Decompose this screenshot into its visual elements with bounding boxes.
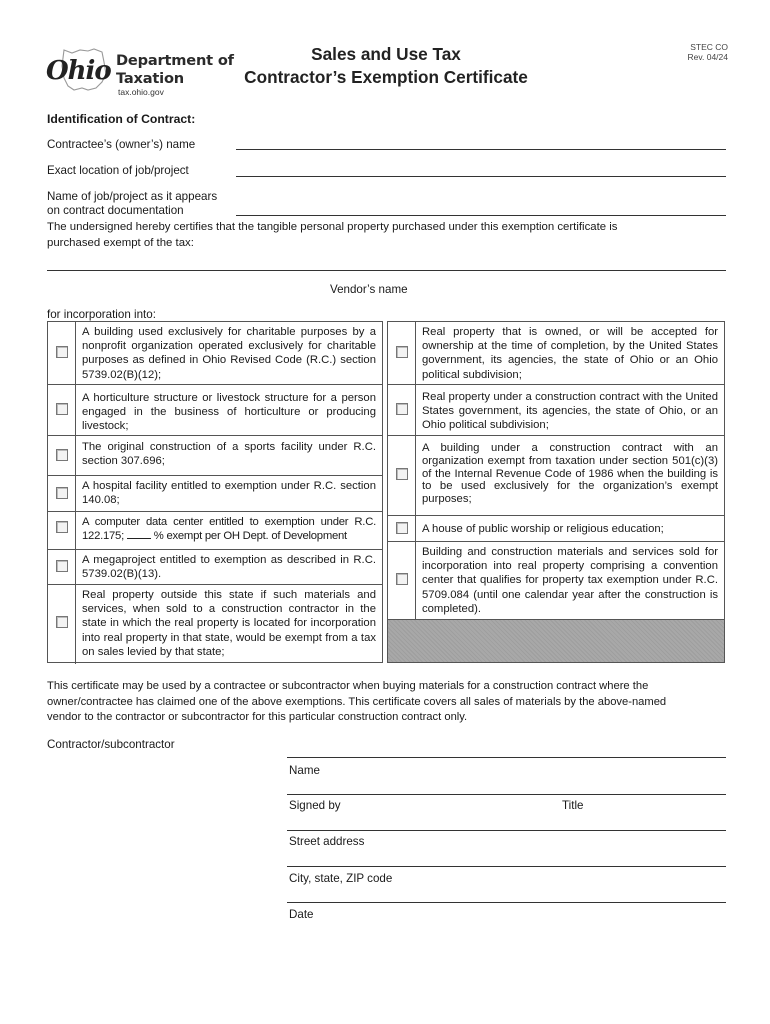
checkbox-sports-facility[interactable] <box>56 449 68 461</box>
ohio-logo <box>44 44 234 104</box>
vendor-line <box>47 270 726 271</box>
checkbox-megaproject[interactable] <box>56 560 68 572</box>
certification-statement: The undersigned hereby certifies that the tangible personal property purchased under this exemption certificate is purchased exempt of the tax: <box>47 221 618 249</box>
exemptions-left-column <box>47 321 383 663</box>
checkbox-hospital[interactable] <box>56 487 68 499</box>
contractee-line <box>236 149 726 150</box>
contractee-label: Contractee’s (owner’s) name <box>47 138 196 151</box>
checkbox-convention-center[interactable] <box>396 573 408 585</box>
checkbox-501c3[interactable] <box>396 468 408 480</box>
checkbox-out-of-state[interactable] <box>56 616 68 628</box>
location-line <box>236 176 726 177</box>
project-name-label: Name of job/project as it appears on contract documentation <box>47 190 218 217</box>
vendor-input[interactable] <box>48 256 724 270</box>
street-address-label: Street address <box>289 835 365 848</box>
data-center-percent-input[interactable] <box>127 529 151 539</box>
exemption-row-out-of-state: Real property outside this state if such materials and services, when sold to a construction contractor in the state in which the real property is located for incorporation into real property in that state, would be exempt from a tax on sales levied by that state; <box>48 585 382 664</box>
checkbox-data-center[interactable] <box>56 521 68 533</box>
exemption-row-worship: A house of public worship or religious education; <box>388 516 724 542</box>
incorporation-label: for incorporation into: <box>47 308 156 321</box>
location-label: Exact location of job/project <box>47 164 189 177</box>
exemption-row-hospital: A hospital facility entitled to exemption under R.C. section 140.08; <box>48 476 382 512</box>
page-title: Sales and Use Tax Contractor’s Exemption Certificate <box>244 44 528 87</box>
contractor-input[interactable] <box>290 742 724 756</box>
signed-by-label: Signed by <box>289 799 341 812</box>
exemptions-right-column <box>387 321 725 663</box>
exemption-row-sports-facility: The original construction of a sports facility under R.C. section 307.696; <box>48 436 382 476</box>
exemption-row-501c3: A building under a construction contract with an organization exempt from taxation under section 501(c)(3) of the Internal Revenue Code of 1986 when the building is to be used exclusively for the organization’s exempt purposes; <box>388 436 724 516</box>
exemption-row-horticulture: A horticulture structure or livestock structure for a person engaged in the business of horticulture or producing livestock; <box>48 385 382 436</box>
project-name-line <box>236 215 726 216</box>
exemption-row-government-contract: Real property under a construction contract with the United States government, its agencies, the state of Ohio, or an Ohio political subdivision; <box>388 385 724 436</box>
vendor-label: Vendor’s name <box>330 283 408 296</box>
city-state-zip-line <box>287 902 726 903</box>
location-input[interactable] <box>238 162 724 176</box>
contractee-input[interactable] <box>238 136 724 150</box>
exemption-row-charitable: A building used exclusively for charitable purposes by a nonprofit organization operated exclusively for charitable purposes as defined in Ohio Revised Code (R.C.) section 5739.02(B)(12); <box>48 322 382 385</box>
checkbox-charitable[interactable] <box>56 346 68 358</box>
identification-heading: Identification of Contract: <box>47 112 196 126</box>
exemption-row-megaproject: A megaproject entitled to exemption as described in R.C. 5739.02(B)(13). <box>48 550 382 585</box>
checkbox-government-contract[interactable] <box>396 403 408 415</box>
street-address-input[interactable] <box>290 851 724 865</box>
shaded-empty-cell <box>388 620 724 662</box>
department-name: Department of Taxation <box>116 52 234 87</box>
signature-input[interactable] <box>290 815 724 829</box>
ohio-script-logo: Ohio <box>46 56 111 86</box>
city-state-zip-label: City, state, ZIP code <box>289 872 393 885</box>
form-code: STEC CO Rev. 04/24 <box>687 42 728 62</box>
usage-notice: This certificate may be used by a contractee or subcontractor when buying materials for a construction contract where the owner/contractee has claimed one of the above exemptions. This certificate covers all sales of materials by the above-named vendor to the contractor or subcontractor for this particular construction contract only. <box>47 680 667 723</box>
contractor-label: Contractor/subcontractor <box>47 738 175 751</box>
exemption-row-data-center: A computer data center entitled to exemption under R.C. 122.175; % exempt per OH Dept. of Development <box>48 512 382 550</box>
name-line <box>287 794 726 795</box>
checkbox-horticulture[interactable] <box>56 403 68 415</box>
checkbox-worship[interactable] <box>396 522 408 534</box>
street-address-line <box>287 866 726 867</box>
exemption-row-government-owned: Real property that is owned, or will be accepted for ownership at the time of completion, by the United States government, its agencies, the state of Ohio or an Ohio political subdivision; <box>388 322 724 385</box>
website-link[interactable]: tax.ohio.gov <box>118 87 164 97</box>
date-label: Date <box>289 908 314 921</box>
city-state-zip-input[interactable] <box>290 887 724 901</box>
contractor-line <box>287 757 726 758</box>
name-label: Name <box>289 764 320 777</box>
signed-by-line <box>287 830 726 831</box>
title-label: Title <box>562 799 584 812</box>
project-name-input[interactable] <box>238 202 724 216</box>
checkbox-government-owned[interactable] <box>396 346 408 358</box>
exemption-row-convention-center: Building and construction materials and services sold for incorporation into real property comprising a convention center that qualifies for property tax exemption under R.C. 5709.084 (until one calendar year after the construction is completed). <box>388 542 724 620</box>
name-input[interactable] <box>290 779 724 793</box>
